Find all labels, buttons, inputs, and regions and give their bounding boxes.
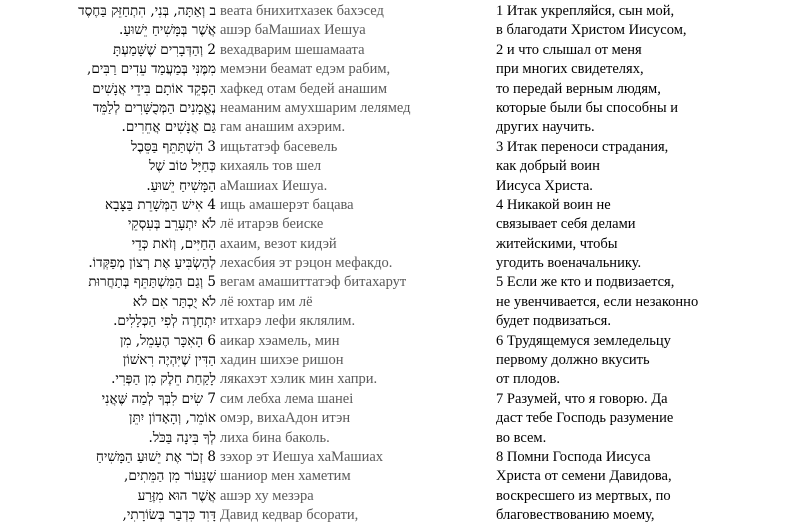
transliteration-line: аикар хэамель, мин — [220, 332, 340, 349]
hebrew-line: לֹא יֻכְתַּר אִם לֹא — [132, 293, 216, 310]
transliteration-line: ахаим, везот кидэй — [220, 235, 337, 252]
russian-line: 7 Разумей, что я говорю. Да — [496, 390, 668, 407]
russian-line: как добрый воин — [496, 158, 600, 175]
transliteration-line: зэхор эт Иешуа хаМашиах — [220, 448, 384, 465]
hebrew-line: הַחַיִּים, וְזֹאת כְּדֵי — [131, 235, 216, 252]
russian-line: 6 Трудящемуся земледельцу — [496, 332, 671, 349]
hebrew-line: 3 הִשְׁתַּתֵּף בַּסֵּבֶל — [131, 138, 216, 155]
russian-column — [496, 2, 796, 526]
hebrew-line: דָּוִד כִּדְבַר בְּשׂוֹרָתִי, — [122, 507, 216, 524]
hebrew-line: 8 זְכֹר אֶת יֵשׁוּעַ הַמָּשִׁיחַ — [95, 448, 216, 465]
transliteration-line: аМашиах Иешуа. — [220, 177, 328, 194]
hebrew-line: ב וְאַתָּה, בְּנִי, הִתְחַזֵּק בַּחֶסֶד — [78, 3, 216, 19]
russian-line: будет подвизаться. — [496, 313, 611, 330]
russian-line: то передай верным людям, — [496, 80, 661, 97]
russian-line: не увенчивается, если незаконно — [496, 293, 699, 310]
russian-line: от плодов. — [496, 371, 560, 388]
russian-line: 3 Итак переноси страдания, — [496, 138, 669, 155]
hebrew-line: הַפְקֵד אוֹתָם בִּידֵי אֲנָשִׁים — [92, 80, 216, 97]
transliteration-line: вехадварим шешамаата — [220, 41, 365, 58]
russian-line: Иисуса Христа. — [496, 177, 593, 194]
transliteration-line: лиха бина баколь. — [220, 429, 330, 446]
hebrew-line: אֲשֶׁר בְּמָּשִׁיחַ יֵשׁוּעַ. — [119, 22, 216, 39]
transliteration-line: лякахэт хэлик мин хапри. — [220, 371, 378, 388]
russian-line: 8 Помни Господа Иисуса — [496, 448, 651, 465]
russian-line: 4 Никакой воин не — [496, 196, 611, 213]
hebrew-line: הַדִּין שֶׁיִּהְיֶה רִאשׁוֹן — [122, 352, 216, 369]
transliteration-line: Давид кедвар бсорати, — [220, 507, 359, 524]
hebrew-line: לְךָ בִּינָה בַּכֹּל. — [148, 429, 216, 446]
transliteration-line: лё юхтар им лё — [220, 293, 313, 310]
transliteration-line: ищь амашерэт бацава — [220, 196, 354, 213]
hebrew-line: 6 הָאִכָּר הֶעָמֵל, מִן — [119, 332, 216, 349]
hebrew-line: לֹא יִתְעָרֵב בְּעִסְקֵי — [127, 216, 216, 233]
transliteration-line: итхарэ лефи яклялим. — [220, 313, 356, 330]
hebrew-line: 4 אִישׁ הַמְּשָׁרֵת בַּצָּבָא — [104, 196, 216, 213]
russian-line: которые были бы способны и — [496, 99, 679, 116]
transliteration-line: шаниор мен хаметим — [220, 468, 351, 485]
transliteration-line: ашэр ху мезэра — [220, 487, 314, 504]
russian-line: угодить военачальнику. — [496, 255, 642, 272]
russian-line: связывает себя делами — [496, 216, 636, 233]
transliteration-line: вегам амашиттатэф битахарут — [220, 274, 407, 291]
russian-line: воскресшего из мертвых, по — [496, 487, 671, 504]
hebrew-column — [4, 2, 216, 526]
transliteration-line: гам анашим ахэрим. — [220, 119, 346, 136]
russian-line: первому должно вкусить — [496, 352, 650, 369]
hebrew-line: 7 שִׂים לִבְּךָ לְמַה שֶּׁאֲנִי — [101, 390, 216, 407]
hebrew-line: שֶׁנֵּעוֹר מִן הַמֵּתִים, — [124, 468, 216, 485]
hebrew-line: 2 וְהַדְּבָרִים שֶׁשָּׁמַעְתָּ — [113, 41, 216, 58]
transliteration-line: ашэр баМашиах Иешуа — [220, 22, 366, 39]
hebrew-line: כְּחַיָּל טוֹב שֶׁל — [148, 158, 216, 175]
hebrew-line: מִמֶּנִּי בְּמַעֲמַד עֵדִים רַבִּים, — [87, 61, 216, 78]
russian-line: даст тебе Господь разумение — [496, 410, 674, 427]
hebrew-line: 5 וְגַם הַמִּשְׁתַּתֵּף בְּתַחֲרוּת — [88, 274, 216, 291]
hebrew-line: יִתְחָרֶה לְפִי הַכְּלָלִים. — [113, 313, 216, 330]
transliteration-line: омэр, вихаАдон итэн — [220, 410, 351, 427]
transliteration-line: хафкед отам бедей анашим — [220, 80, 387, 97]
transliteration-column — [220, 2, 420, 526]
transliteration-line: мемэни беамат едэм рабим, — [220, 61, 391, 78]
transliteration-line: кихаяль тов шел — [220, 158, 322, 175]
russian-line: 1 Итак укрепляйся, сын мой, — [496, 3, 675, 19]
hebrew-line: אוֹמֵר, וְהָאָדוֹן יִתֵּן — [129, 410, 216, 427]
transliteration-line: неаманим амухшарим лелямед — [220, 99, 411, 116]
hebrew-line: אֲשֶׁר הוּא מִזֶּרַע — [137, 487, 216, 504]
russian-line: в благодати Христом Иисусом, — [496, 22, 687, 39]
hebrew-line: לָקַחַת חֵלֶק מִן הַפְּרִי. — [111, 371, 216, 388]
russian-line: других научить. — [496, 119, 595, 136]
transliteration-line: сим лебха лема шанеi — [220, 390, 354, 407]
russian-line: благовествованию моему, — [496, 507, 655, 524]
hebrew-line: לְהַשְׂבִּיעַ אֶת רְצוֹן מְפַקְּדוֹ. — [88, 255, 216, 272]
russian-line: Христа от семени Давидова, — [496, 468, 672, 485]
hebrew-line: הַמָּשִׁיחַ יֵשׁוּעַ. — [146, 177, 216, 194]
russian-line: 2 и что слышал от меня — [496, 41, 642, 58]
transliteration-line: лё итарэв беиске — [220, 216, 324, 233]
transliteration-line: лехасбия эт рэцон мефакдо. — [220, 255, 393, 272]
hebrew-line: גַּם אֲנָשִׁים אֲחֵרִים. — [121, 119, 216, 136]
russian-line: при многих свидетелях, — [496, 61, 644, 78]
transliteration-line: хадин шихэе ришон — [220, 352, 344, 369]
russian-line: во всем. — [496, 429, 547, 446]
transliteration-line: ищьтатэф басевель — [220, 138, 338, 155]
russian-line: 5 Если же кто и подвизается, — [496, 274, 675, 291]
hebrew-line: נֶאֱמָנִים הַמְּכֻשָּׁרִים לְלַמֵּד — [92, 99, 216, 116]
transliteration-line: веата бнихитхазек бахэсед — [220, 3, 384, 19]
russian-line: житейскими, чтобы — [496, 235, 618, 252]
